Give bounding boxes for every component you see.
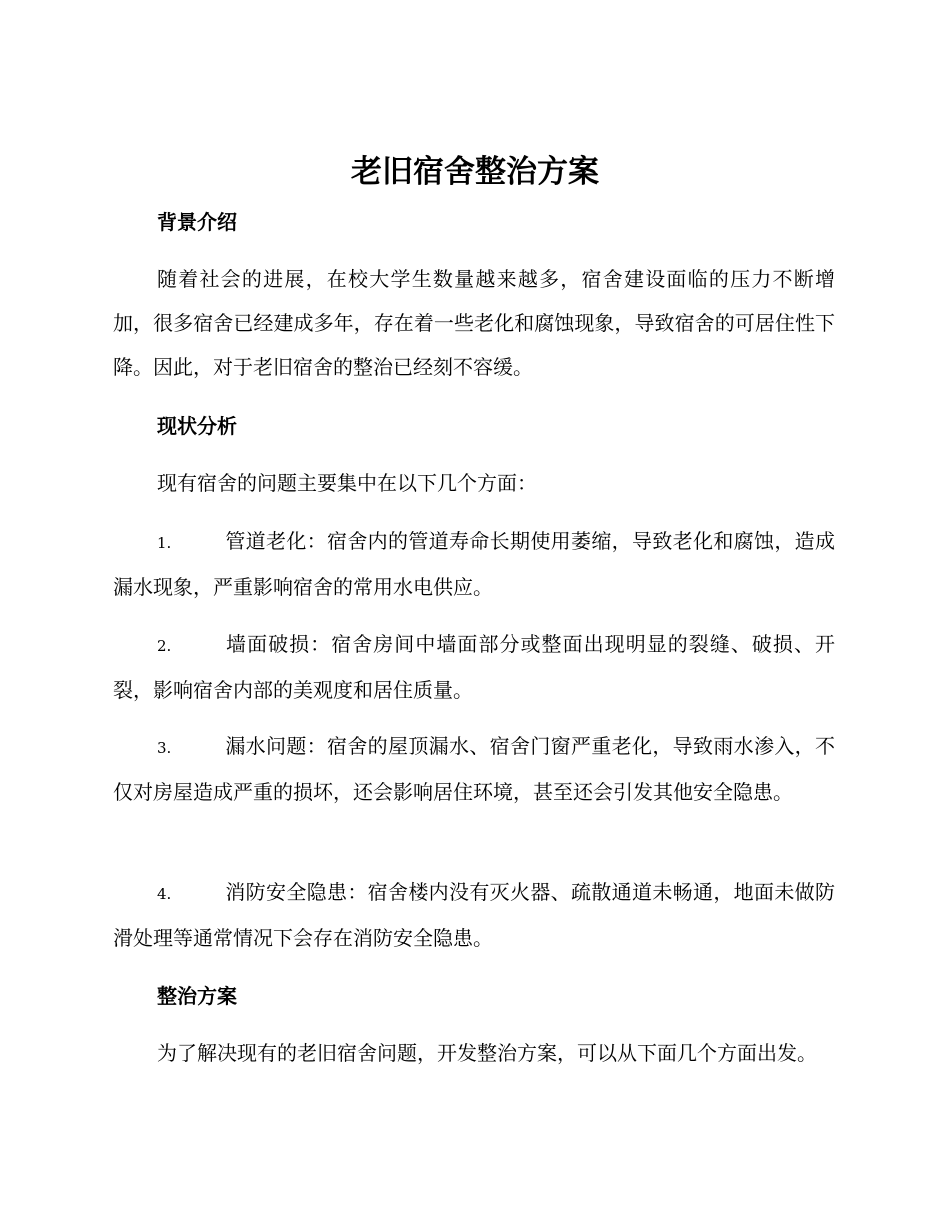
list-item-text: 消防安全隐患：宿舍楼内没有灭火器、疏散通道未畅通，地面未做防滑处理等通常情况下会存在消防安全隐患。 (113, 880, 835, 950)
analysis-intro: 现有宿舍的问题主要集中在以下几个方面： (157, 471, 537, 495)
list-item-1 (113, 519, 835, 609)
background-paragraph: 随着社会的进展，在校大学生数量越来越多，宿舍建设面临的压力不断增加，很多宿舍已经建成多年，存在着一些老化和腐蚀现象，导致宿舍的可居住性下降。因此，对于老旧宿舍的整治已经刻不容缓。 (113, 267, 835, 379)
list-number: 4. (157, 885, 172, 903)
section-heading-background: 背景介绍 (157, 210, 237, 234)
list-number: 1. (157, 534, 172, 552)
list-number: 2. (157, 637, 172, 655)
list-item-text: 管道老化：宿舍内的管道寿命长期使用萎缩，导致老化和腐蚀，造成漏水现象，严重影响宿舍的常用水电供应。 (113, 529, 835, 599)
list-item-3 (113, 724, 835, 814)
list-item-4 (113, 870, 835, 960)
list-item-text: 墙面破损：宿舍房间中墙面部分或整面出现明显的裂缝、破损、开裂，影响宿舍内部的美观度和居住质量。 (113, 632, 835, 702)
list-item-2 (113, 622, 835, 712)
section-heading-analysis: 现状分析 (157, 414, 237, 438)
list-item-text: 漏水问题：宿舍的屋顶漏水、宿舍门窗严重老化，导致雨水渗入，不仅对房屋造成严重的损坏，还会影响居住环境，甚至还会引发其他安全隐患。 (113, 734, 835, 804)
section-heading-plan: 整治方案 (157, 984, 237, 1008)
plan-paragraph: 为了解决现有的老旧宿舍问题，开发整治方案，可以从下面几个方面出发。 (157, 1041, 817, 1065)
list-number: 3. (157, 739, 172, 757)
document-title: 老旧宿舍整治方案 (351, 154, 599, 190)
